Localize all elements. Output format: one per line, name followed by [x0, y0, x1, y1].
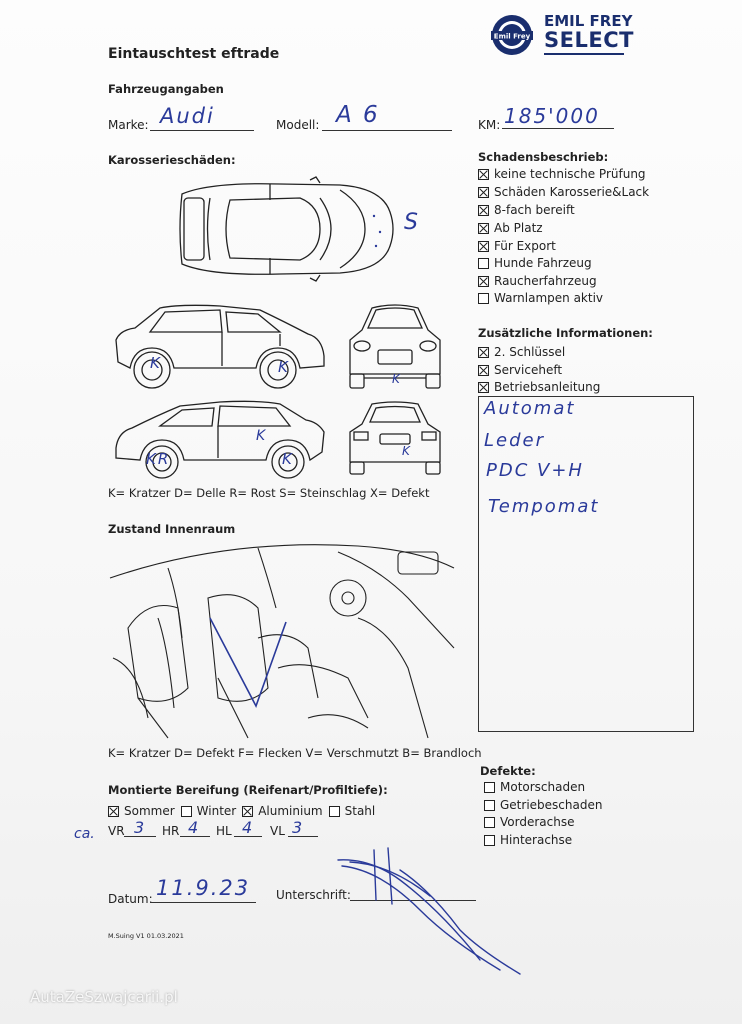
interior-legend: K= Kratzer D= Defekt F= Flecken V= Verschmutzt B= Brandloch	[108, 746, 482, 760]
additional-info-heading: Zusätzliche Informationen:	[478, 326, 653, 340]
checkbox-label: Warnlampen aktiv	[494, 291, 604, 305]
date-line	[150, 902, 256, 903]
note-line-4: Tempomat	[488, 496, 600, 517]
checkbox-box[interactable]	[478, 258, 489, 269]
car-side-view-right-diagram	[110, 300, 330, 394]
form-version: M.Suing V1 01.03.2021	[108, 932, 184, 940]
vehicle-heading: Fahrzeugangaben	[108, 82, 224, 96]
checkbox-box[interactable]	[478, 382, 489, 393]
checkbox-label: Hinterachse	[500, 833, 573, 847]
checkbox-label: Schäden Karosserie&Lack	[494, 185, 650, 199]
rear-view-mark: K	[402, 444, 412, 458]
checkbox-box[interactable]	[478, 347, 489, 358]
side-left-mark-door: K	[256, 428, 268, 444]
checkbox-steel[interactable]	[329, 806, 340, 817]
car-top-view-diagram	[170, 176, 400, 282]
checkbox-label: Vorderachse	[500, 815, 575, 829]
body-damage-legend: K= Kratzer D= Delle R= Rost S= Steinschlag X= Defekt	[108, 486, 430, 500]
tire-type-label: Sommer	[124, 804, 175, 818]
vl-label: VL	[270, 824, 285, 838]
checkbox-box[interactable]	[484, 817, 495, 828]
side-right-mark-front: K	[150, 354, 162, 372]
side-right-mark-rear: K	[278, 358, 290, 376]
checkbox-box[interactable]	[478, 205, 489, 216]
interior-dirty-mark	[230, 640, 233, 641]
checkbox-label: Raucherfahrzeug	[494, 274, 597, 288]
date-value: 11.9.23	[156, 876, 251, 900]
note-line-1: Automat	[484, 398, 576, 419]
body-damage-heading: Karosserieschäden:	[108, 153, 236, 167]
hl-label: HL	[216, 824, 232, 838]
checkbox-second-key[interactable]	[478, 343, 565, 361]
emil-frey-logo	[488, 12, 638, 58]
make-line	[150, 130, 254, 131]
signature-label: Unterschrift:	[276, 888, 351, 902]
checkbox-label: Serviceheft	[494, 363, 563, 377]
watermark: AutaZeSzwajcarii.pl	[30, 988, 178, 1006]
tire-ca-note: ca.	[74, 826, 95, 842]
checkbox-box[interactable]	[478, 169, 489, 180]
side-left-mark-rear: K	[282, 450, 294, 468]
checkbox-no-technical-check[interactable]	[478, 165, 646, 183]
checkbox-box[interactable]	[478, 187, 489, 198]
checkbox-box[interactable]	[484, 800, 495, 811]
model-line	[322, 130, 452, 131]
checkbox-ab-platz[interactable]	[478, 219, 543, 237]
checkbox-aluminium[interactable]	[242, 806, 253, 817]
top-view-damage-mark: S	[404, 210, 420, 235]
interior-heading: Zustand Innenraum	[108, 522, 236, 536]
form-title: Eintauschtest eftrade	[108, 46, 280, 62]
tire-type-label: Stahl	[344, 804, 376, 818]
checkbox-label: keine technische Prüfung	[494, 167, 646, 181]
checkbox-box[interactable]	[478, 365, 489, 376]
vr-value: 3	[134, 818, 147, 837]
side-left-mark-front: KR	[146, 450, 171, 468]
front-view-mark: K	[392, 372, 402, 386]
checkbox-label: Betriebsanleitung	[494, 380, 601, 394]
checkbox-service-book[interactable]	[478, 361, 562, 379]
checkbox-label: 2. Schlüssel	[494, 345, 566, 359]
make-label: Marke:	[108, 118, 149, 132]
note-line-2: Leder	[484, 430, 546, 451]
checkbox-smoker-vehicle[interactable]	[478, 272, 597, 290]
handwritten-signature	[330, 840, 540, 980]
checkbox-engine-damage[interactable]	[484, 778, 585, 796]
checkbox-box[interactable]	[478, 223, 489, 234]
checkbox-front-axle[interactable]	[484, 813, 574, 831]
car-side-view-left-diagram	[110, 396, 330, 480]
damage-description-heading: Schadensbeschrieb:	[478, 150, 609, 164]
make-value: Audi	[160, 104, 215, 128]
tire-type-label: Aluminium	[258, 804, 323, 818]
vr-label: VR	[108, 824, 125, 838]
logo-bottom-text: SELECT	[544, 28, 634, 52]
date-label: Datum:	[108, 892, 153, 906]
car-rear-view-diagram	[342, 398, 448, 478]
logo-top-text: EMIL FREY	[544, 12, 633, 30]
vl-value: 3	[292, 818, 305, 837]
km-value: 185'000	[504, 104, 600, 128]
interior-diagram	[108, 538, 456, 742]
model-label: Modell:	[276, 118, 320, 132]
checkbox-warning-lights[interactable]	[478, 289, 603, 307]
km-label: KM:	[478, 118, 501, 132]
hr-label: HR	[162, 824, 180, 838]
checkbox-label: Für Export	[494, 239, 556, 253]
checkbox-label: Motorschaden	[500, 780, 586, 794]
note-line-3: PDC V+H	[486, 460, 584, 481]
checkbox-box[interactable]	[478, 241, 489, 252]
hr-value: 4	[188, 818, 201, 837]
hl-value: 4	[242, 818, 255, 837]
logo-badge-text: Emil Frey	[493, 32, 531, 41]
checkbox-label: Getriebeschaden	[500, 798, 603, 812]
checkbox-box[interactable]	[484, 782, 495, 793]
logo-gear-icon	[488, 12, 538, 58]
checkbox-winter[interactable]	[181, 806, 192, 817]
checkbox-body-paint-damage[interactable]	[478, 183, 649, 201]
km-line	[502, 128, 614, 129]
checkbox-box[interactable]	[478, 276, 489, 287]
defects-heading: Defekte:	[480, 764, 536, 778]
tires-heading: Montierte Bereifung (Reifenart/Profiltiefe):	[108, 783, 388, 797]
model-value: A 6	[336, 102, 380, 128]
checkbox-summer[interactable]	[108, 806, 119, 817]
checkbox-label: 8-fach bereift	[494, 203, 575, 217]
checkbox-8-tires[interactable]	[478, 201, 575, 219]
checkbox-label: Ab Platz	[494, 221, 543, 235]
checkbox-label: Hunde Fahrzeug	[494, 256, 592, 270]
checkbox-box[interactable]	[478, 293, 489, 304]
tire-type-label: Winter	[196, 804, 237, 818]
checkbox-manual[interactable]	[478, 378, 600, 396]
checkbox-gearbox-damage[interactable]	[484, 796, 602, 814]
logo-underline	[544, 53, 624, 55]
checkbox-dog-vehicle[interactable]	[478, 254, 592, 272]
checkbox-export[interactable]	[478, 237, 556, 255]
